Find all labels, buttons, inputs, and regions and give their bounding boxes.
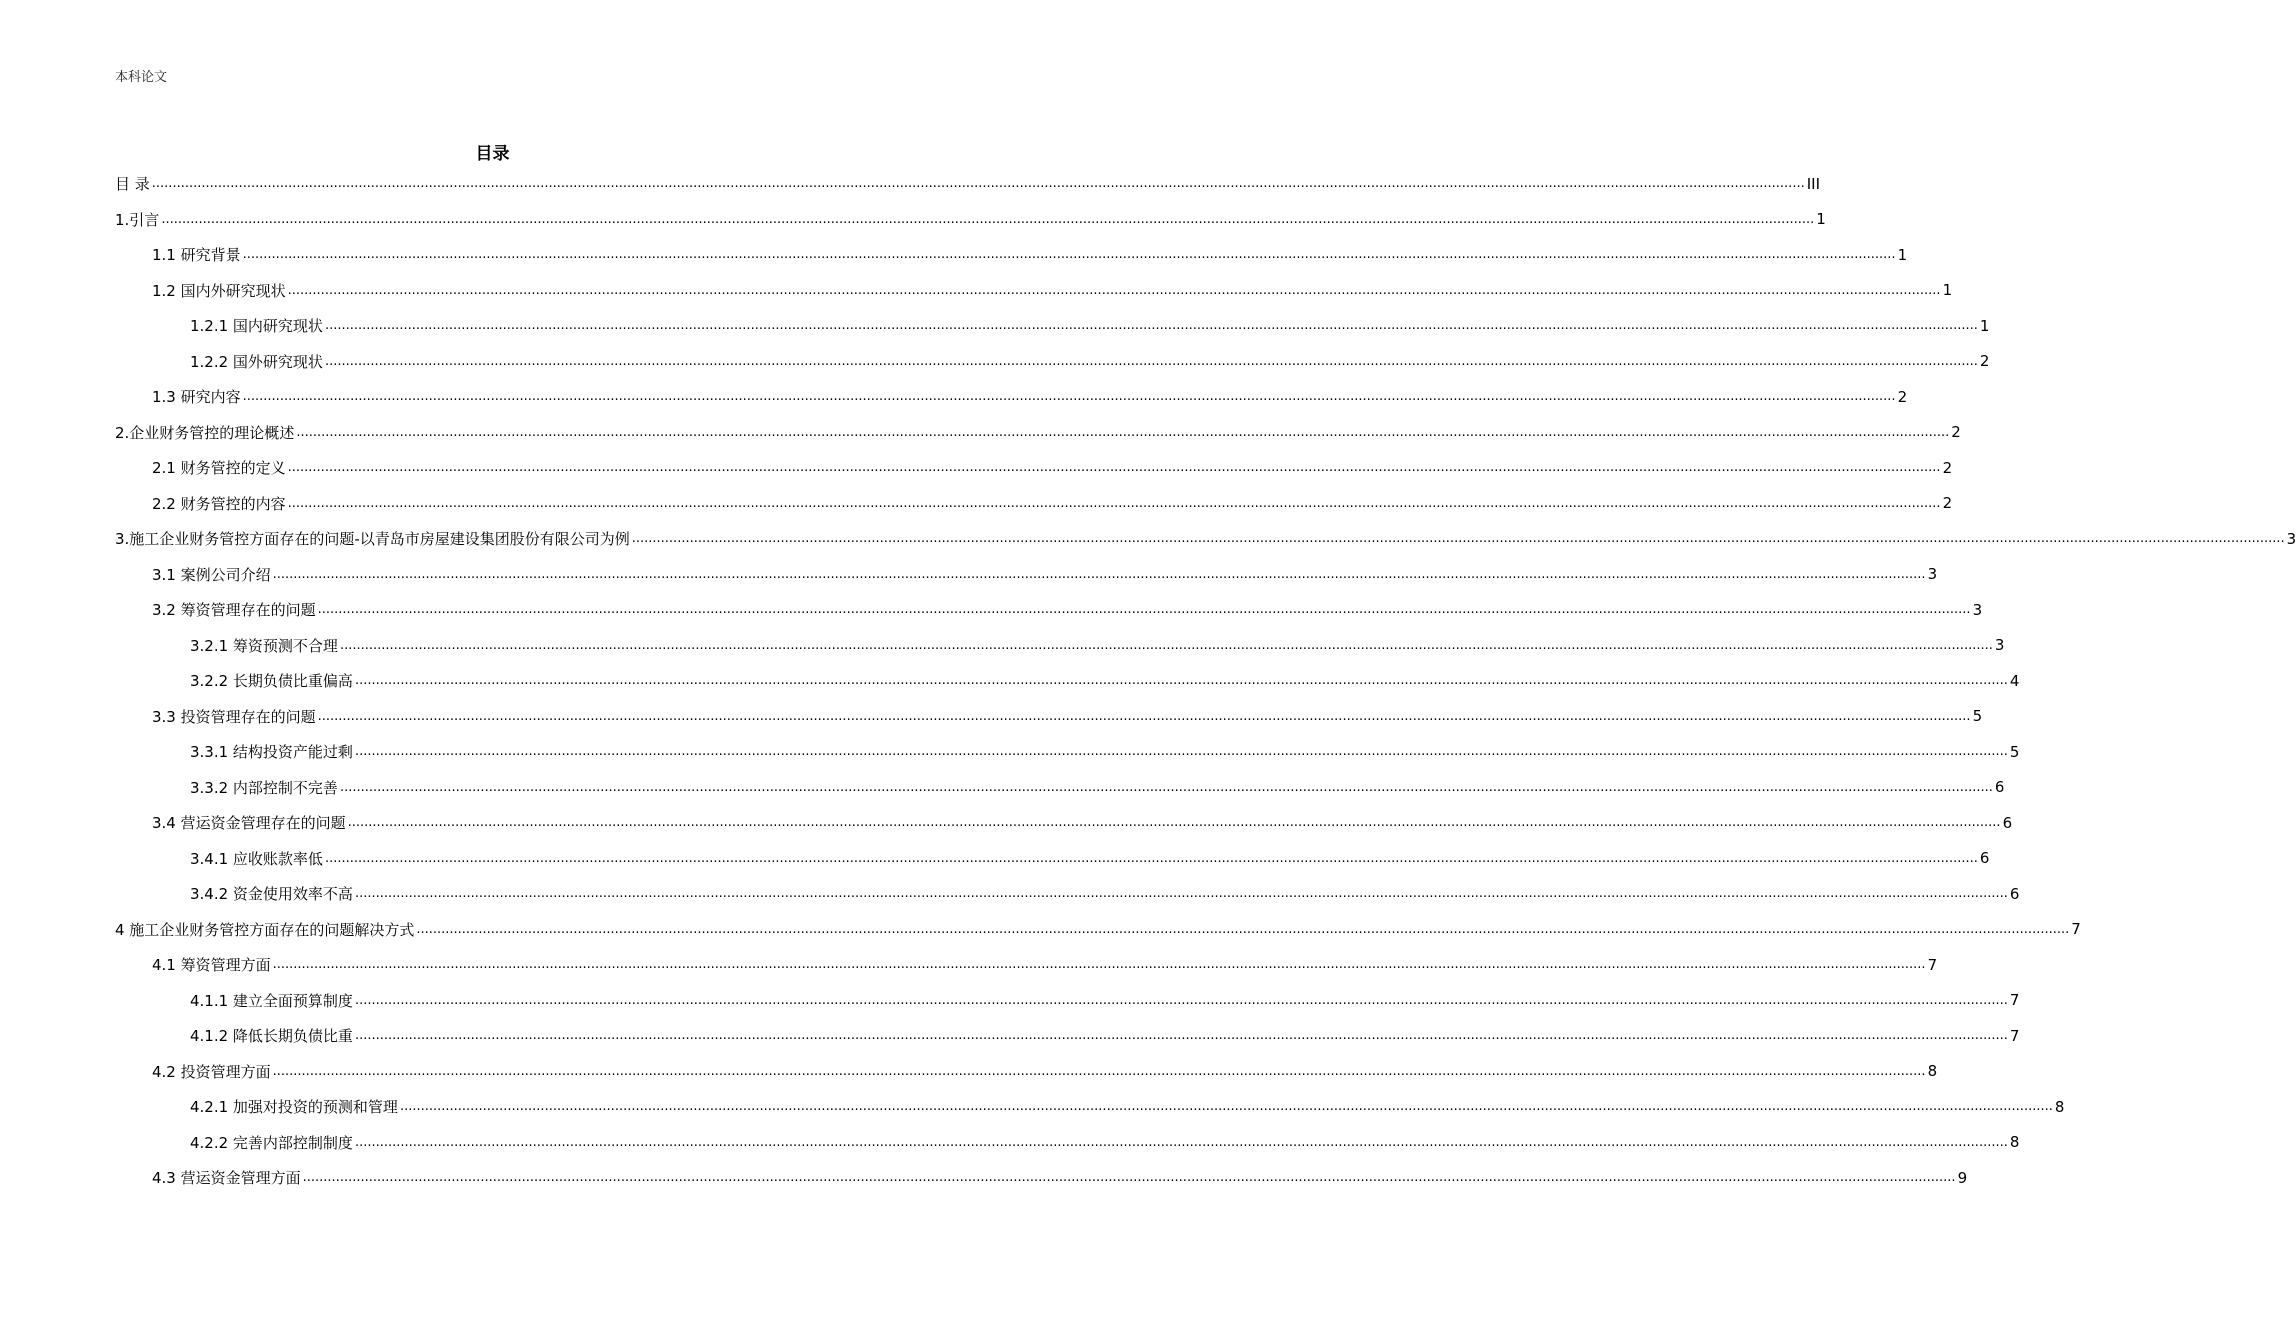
toc-entry[interactable]	[115, 663, 2020, 699]
toc-leader-dots: ................................................................................................................................................................................................................................................................................................................................................................................................................	[354, 992, 2008, 1008]
toc-entry-page-number: 7	[1927, 955, 1938, 974]
toc-entry-page-number: 2	[1942, 494, 1953, 513]
toc-entry[interactable]	[115, 415, 1961, 451]
toc-entry-label: 1.2.1 国内研究现状	[190, 317, 323, 336]
toc-entry-page-number: 1	[1897, 245, 1908, 264]
toc-entry-page-number: 7	[2009, 991, 2020, 1010]
toc-entry-label: 3.施工企业财务管控方面存在的问题-以青岛市房屋建设集团股份有限公司为例	[115, 530, 630, 549]
toc-entry-label: 4.1.2 降低长期负债比重	[190, 1027, 353, 1046]
toc-leader-dots: ................................................................................................................................................................................................................................................................................................................................................................................................................	[399, 1099, 2053, 1115]
toc-entry-label: 2.2 财务管控的内容	[152, 494, 286, 513]
toc-leader-dots: ................................................................................................................................................................................................................................................................................................................................................................................................................	[354, 886, 2008, 902]
toc-entry[interactable]	[115, 486, 1953, 522]
toc-entry[interactable]	[115, 983, 2020, 1019]
toc-leader-dots: ................................................................................................................................................................................................................................................................................................................................................................................................................	[272, 566, 1926, 582]
toc-entry-label: 4.2 投资管理方面	[152, 1062, 271, 1081]
toc-entry[interactable]	[115, 1125, 2020, 1161]
toc-entry-page-number: 3	[1972, 600, 1983, 619]
toc-entry-page-number: 2	[1897, 387, 1908, 406]
toc-entry-page-number: 5	[2009, 742, 2020, 761]
toc-entry[interactable]	[115, 308, 1990, 344]
toc-leader-dots: ................................................................................................................................................................................................................................................................................................................................................................................................................	[242, 247, 1896, 263]
toc-entry-label: 3.4 营运资金管理存在的问题	[152, 814, 346, 833]
toc-leader-dots: ................................................................................................................................................................................................................................................................................................................................................................................................................	[151, 176, 1805, 192]
toc-entry-label: 4.2.1 加强对投资的预测和管理	[190, 1098, 398, 1117]
toc-entry-label: 3.1 案例公司介绍	[152, 565, 271, 584]
page-header: 本科论文	[115, 70, 168, 85]
toc-entry-label: 目 录	[115, 175, 150, 194]
toc-entry[interactable]	[115, 273, 1953, 309]
toc-entry[interactable]	[115, 592, 1983, 628]
toc-entry[interactable]	[115, 521, 2296, 557]
toc-leader-dots: ................................................................................................................................................................................................................................................................................................................................................................................................................	[339, 637, 1993, 653]
toc-entry-label: 3.4.1 应收账款率低	[190, 849, 323, 868]
toc-entry-label: 3.3.1 结构投资产能过剩	[190, 743, 353, 762]
toc-entry-page-number: 8	[2054, 1097, 2065, 1116]
toc-leader-dots: ................................................................................................................................................................................................................................................................................................................................................................................................................	[339, 779, 1993, 795]
toc-entry-page-number: 3	[1994, 636, 2005, 655]
toc-entry-label: 4.1.1 建立全面预算制度	[190, 991, 353, 1010]
toc-entry[interactable]	[115, 734, 2020, 770]
toc-leader-dots: ................................................................................................................................................................................................................................................................................................................................................................................................................	[302, 1170, 1956, 1186]
toc-entry-page-number: 5	[1972, 707, 1983, 726]
toc-leader-dots: ................................................................................................................................................................................................................................................................................................................................................................................................................	[354, 1028, 2008, 1044]
toc-entry-label: 2.企业财务管控的理论概述	[115, 423, 295, 442]
toc-entry[interactable]	[115, 1089, 2065, 1125]
toc-entry[interactable]	[115, 166, 1820, 202]
toc-entry-label: 2.1 财务管控的定义	[152, 459, 286, 478]
toc-entry-page-number: 8	[2009, 1133, 2020, 1152]
toc-leader-dots: ................................................................................................................................................................................................................................................................................................................................................................................................................	[347, 815, 2001, 831]
toc-leader-dots: ................................................................................................................................................................................................................................................................................................................................................................................................................	[324, 318, 1978, 334]
toc-leader-dots: ................................................................................................................................................................................................................................................................................................................................................................................................................	[272, 957, 1926, 973]
toc-entry-page-number: 7	[2009, 1026, 2020, 1045]
toc-entry[interactable]	[115, 699, 1983, 735]
toc-leader-dots: ................................................................................................................................................................................................................................................................................................................................................................................................................	[416, 921, 2070, 937]
toc-entry-label: 3.2 筹资管理存在的问题	[152, 601, 316, 620]
toc-entry-page-number: 6	[1994, 778, 2005, 797]
toc-leader-dots: ................................................................................................................................................................................................................................................................................................................................................................................................................	[287, 460, 1941, 476]
toc-entry[interactable]	[115, 557, 1938, 593]
toc-leader-dots: ................................................................................................................................................................................................................................................................................................................................................................................................................	[631, 531, 2285, 547]
toc-leader-dots: ................................................................................................................................................................................................................................................................................................................................................................................................................	[296, 424, 1950, 440]
toc-entry-page-number: 1	[1816, 210, 1826, 229]
toc-entry[interactable]	[115, 841, 1990, 877]
toc-entry-label: 3.3.2 内部控制不完善	[190, 778, 338, 797]
toc-leader-dots: ................................................................................................................................................................................................................................................................................................................................................................................................................	[354, 744, 2008, 760]
toc-entry[interactable]	[115, 379, 1908, 415]
table-of-contents	[115, 166, 2296, 1196]
toc-leader-dots: ................................................................................................................................................................................................................................................................................................................................................................................................................	[272, 1063, 1926, 1079]
toc-entry-page-number: 4	[2009, 671, 2020, 690]
toc-entry-label: 3.4.2 资金使用效率不高	[190, 885, 353, 904]
toc-entry-label: 1.引言	[115, 210, 160, 229]
toc-entry-page-number: 6	[2002, 813, 2013, 832]
toc-entry[interactable]	[115, 450, 1953, 486]
toc-entry-page-number: 1	[1942, 281, 1953, 300]
toc-entry[interactable]	[115, 344, 1990, 380]
toc-leader-dots: ................................................................................................................................................................................................................................................................................................................................................................................................................	[161, 211, 1815, 227]
toc-entry[interactable]	[115, 770, 2005, 806]
toc-entry-label: 4 施工企业财务管控方面存在的问题解决方式	[115, 920, 415, 939]
toc-entry-page-number: 7	[2071, 920, 2081, 939]
toc-entry[interactable]	[115, 876, 2020, 912]
toc-entry-label: 3.2.1 筹资预测不合理	[190, 636, 338, 655]
toc-entry[interactable]	[115, 805, 2013, 841]
toc-entry-label: 3.2.2 长期负债比重偏高	[190, 672, 353, 691]
toc-leader-dots: ................................................................................................................................................................................................................................................................................................................................................................................................................	[287, 282, 1941, 298]
toc-entry-label: 1.2 国内外研究现状	[152, 281, 286, 300]
toc-title: 目录	[475, 144, 510, 164]
toc-entry-label: 4.3 营运资金管理方面	[152, 1169, 301, 1188]
toc-entry-page-number: 2	[1951, 423, 1961, 442]
toc-entry-label: 4.2.2 完善内部控制制度	[190, 1133, 353, 1152]
toc-entry-page-number: 6	[2009, 884, 2020, 903]
toc-leader-dots: ................................................................................................................................................................................................................................................................................................................................................................................................................	[324, 353, 1978, 369]
toc-entry-page-number: 2	[1942, 458, 1953, 477]
toc-entry[interactable]	[115, 912, 2081, 948]
toc-entry-label: 3.3 投资管理存在的问题	[152, 707, 316, 726]
toc-leader-dots: ................................................................................................................................................................................................................................................................................................................................................................................................................	[317, 708, 1971, 724]
toc-entry-page-number: 3	[1927, 565, 1938, 584]
toc-entry[interactable]	[115, 202, 1826, 238]
toc-entry-page-number: III	[1806, 174, 1820, 193]
toc-entry[interactable]	[115, 947, 1938, 983]
toc-entry[interactable]	[115, 1054, 1938, 1090]
toc-leader-dots: ................................................................................................................................................................................................................................................................................................................................................................................................................	[287, 495, 1941, 511]
toc-entry-page-number: 8	[1927, 1062, 1938, 1081]
toc-entry-page-number: 9	[1957, 1168, 1968, 1187]
toc-entry[interactable]	[115, 1160, 1968, 1196]
toc-entry[interactable]	[115, 628, 2005, 664]
toc-leader-dots: ................................................................................................................................................................................................................................................................................................................................................................................................................	[354, 673, 2008, 689]
toc-entry-page-number: 3	[2286, 529, 2296, 548]
toc-entry-label: 1.2.2 国外研究现状	[190, 352, 323, 371]
toc-entry-label: 1.3 研究内容	[152, 388, 241, 407]
toc-entry-label: 1.1 研究背景	[152, 246, 241, 265]
toc-entry-page-number: 2	[1979, 352, 1990, 371]
toc-entry[interactable]	[115, 237, 1908, 273]
toc-leader-dots: ................................................................................................................................................................................................................................................................................................................................................................................................................	[317, 602, 1971, 618]
toc-entry-page-number: 1	[1979, 316, 1990, 335]
toc-leader-dots: ................................................................................................................................................................................................................................................................................................................................................................................................................	[324, 850, 1978, 866]
toc-entry[interactable]	[115, 1018, 2020, 1054]
toc-leader-dots: ................................................................................................................................................................................................................................................................................................................................................................................................................	[242, 389, 1896, 405]
toc-leader-dots: ................................................................................................................................................................................................................................................................................................................................................................................................................	[354, 1134, 2008, 1150]
toc-entry-label: 4.1 筹资管理方面	[152, 956, 271, 975]
toc-entry-page-number: 6	[1979, 849, 1990, 868]
